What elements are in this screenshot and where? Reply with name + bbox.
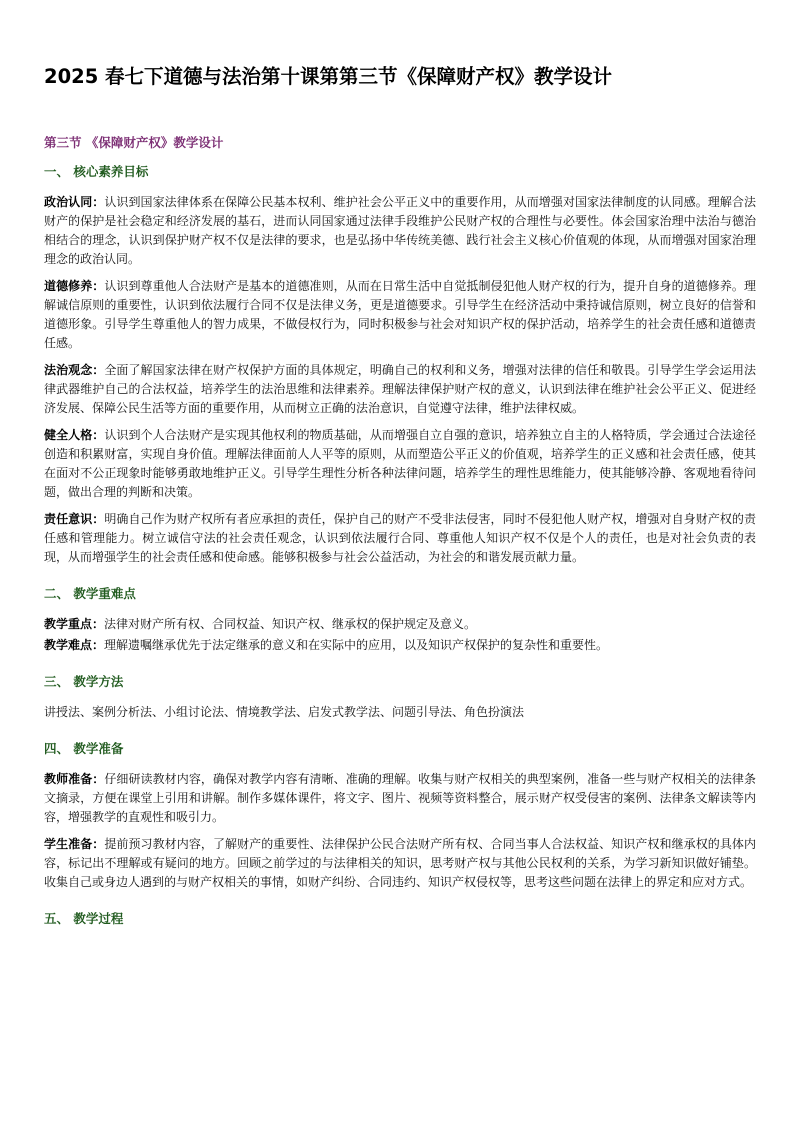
section-heading: 四、 教学准备 (44, 741, 124, 756)
paragraph-text: 提前预习教材内容，了解财产的重要性、法律保护公民合法财产所有权、合同当事人合法权益、知识产权和继承权的具体内容，标记出不理解或有疑问的地方。回顾之前学过的与法律相关的知识，思考财产权与其他公民权利的关系，为学习新知识做好铺垫。收集自己或身边人遇到的与财产权相关的事情，如财产纠纷、合同违约、知识产权侵权等，思考这些问题在法律上的界定和应对方式。 (44, 837, 756, 889)
section-core-literacy (44, 163, 756, 567)
lesson-subtitle: 第三节 《保障财产权》教学设计 (44, 135, 224, 150)
paragraph-teaching-focus (44, 615, 756, 634)
paragraph-term: 道德修养： (44, 279, 105, 293)
paragraph-term: 政治认同： (44, 195, 105, 209)
paragraph-student-prep (44, 835, 756, 892)
paragraph-term: 教师准备： (44, 772, 105, 786)
paragraph-moral-cultivation (44, 277, 756, 353)
paragraph-term: 健全人格： (44, 428, 105, 442)
paragraph-text: 认识到个人合法财产是实现其他权利的物质基础，从而增强自立自强的意识，培养独立自主的人格特质，学会通过合法途径创造和积累财富，实现自身价值。理解法律面前人人平等的原则，从而塑造公平正义的价值观，培养学生的正义感和社会责任感，使其在面对不公正现象时能够勇敢地维护正义。引导学生理性分析各种法律问题，培养学生的理性思维能力，使其能够冷静、客观地看待问题，做出合理的判断和决策。 (44, 428, 756, 499)
paragraph-sound-personality (44, 426, 756, 502)
paragraph-methods-list (44, 703, 756, 722)
document-title: 2025 春七下道德与法治第十课第第三节《保障财产权》教学设计 (44, 65, 613, 88)
paragraph-term: 教学难点： (44, 638, 105, 652)
paragraph-text: 讲授法、案例分析法、小组讨论法、情境教学法、启发式教学法、问题引导法、角色扮演法 (44, 705, 525, 719)
section-heading: 一、 核心素养目标 (44, 164, 149, 179)
paragraph-term: 法治观念： (44, 363, 105, 377)
paragraph-responsibility (44, 510, 756, 567)
paragraph-text: 仔细研读教材内容，确保对教学内容有清晰、准确的理解。收集与财产权相关的典型案例，准备一些与财产权相关的法律条文摘录，方便在课堂上引用和讲解。制作多媒体课件，将文字、图片、视频等资料整合，展示财产权受侵害的案例、法律条文解读等内容，增强教学的直观性和吸引力。 (44, 772, 756, 824)
paragraph-term: 责任意识： (44, 512, 105, 526)
paragraph-political-identity (44, 193, 756, 269)
section-heading: 五、 教学过程 (44, 911, 124, 926)
paragraph-text: 明确自己作为财产权所有者应承担的责任，保护自己的财产不受非法侵害，同时不侵犯他人财产权，增强对自身财产权的责任感和管理能力。树立诚信守法的社会责任观念，认识到依法履行合同、尊重他人知识产权不仅是个人的责任，也是对社会负责的表现，从而增强学生的社会责任感和使命感。能够积极参与社会公益活动，为社会的和谐发展贡献力量。 (44, 512, 756, 564)
section-teaching-preparation (44, 740, 756, 892)
paragraph-term: 学生准备： (44, 837, 105, 851)
section-heading: 三、 教学方法 (44, 674, 124, 689)
section-teaching-process (44, 910, 756, 928)
section-teaching-methods (44, 673, 756, 722)
section-key-difficulties (44, 585, 756, 655)
paragraph-text: 全面了解国家法律在财产权保护方面的具体规定，明确自己的权利和义务，增强对法律的信任和敬畏。引导学生学会运用法律武器维护自己的合法权益，培养学生的法治思维和法律素养。理解法律保护财产权的意义，认识到法律在维护社会公平正义、促进经济发展、保障公民生活等方面的重要作用，从而树立正确的法治意识，自觉遵守法律，维护法律权威。 (44, 363, 756, 415)
paragraph-teacher-prep (44, 770, 756, 827)
paragraph-teaching-difficulty (44, 636, 756, 655)
section-heading: 二、 教学重难点 (44, 586, 136, 601)
paragraph-text: 法律对财产所有权、合同权益、知识产权、继承权的保护规定及意义。 (104, 617, 477, 631)
paragraph-text: 认识到尊重他人合法财产是基本的道德准则，从而在日常生活中自觉抵制侵犯他人财产权的行为，提升自身的道德修养。理解诚信原则的重要性，认识到依法履行合同不仅是法律义务，更是道德要求。引导学生在经济活动中秉持诚信原则，树立良好的信誉和道德形象。引导学生尊重他人的智力成果，不做侵权行为，同时积极参与社会对知识产权的保护活动，培养学生的社会责任感和道德责任感。 (44, 279, 756, 350)
paragraph-term: 教学重点： (44, 617, 105, 631)
paragraph-rule-of-law (44, 361, 756, 418)
paragraph-text: 理解遗嘱继承优先于法定继承的意义和在实际中的应用，以及知识产权保护的复杂性和重要性。 (104, 638, 609, 652)
paragraph-text: 认识到国家法律体系在保障公民基本权利、维护社会公平正义中的重要作用，从而增强对国家法律制度的认同感。理解合法财产的保护是社会稳定和经济发展的基石，进而认同国家通过法律手段维护公民财产权的合理性与必要性。体会国家治理中法治与德治相结合的理念，认识到保护财产权不仅是法律的要求，也是弘扬中华传统美德、践行社会主义核心价值观的体现，从而增强对国家治理理念的政治认同。 (44, 195, 756, 266)
